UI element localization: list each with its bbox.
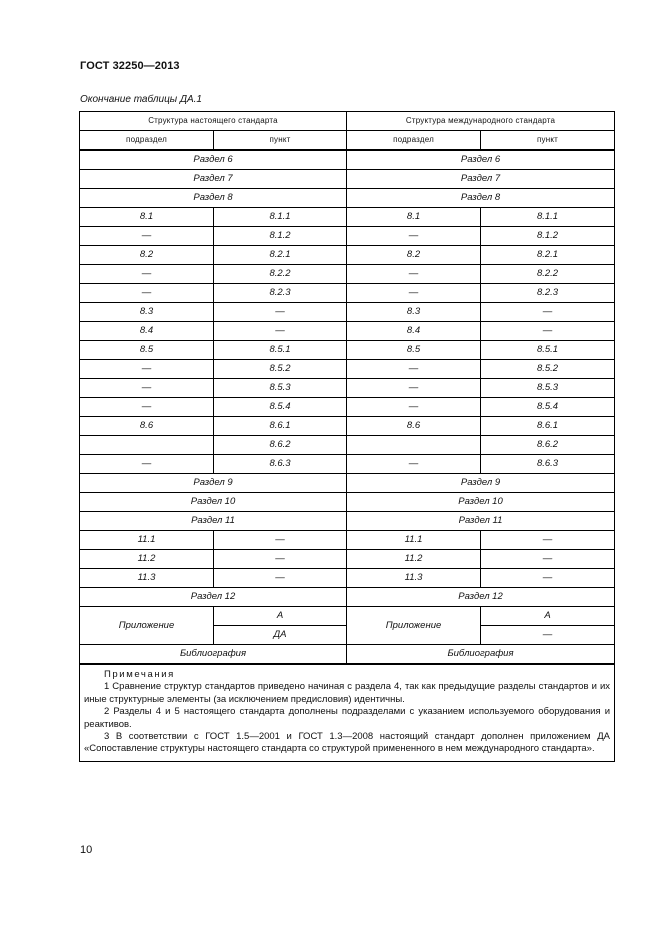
- table-cell: 8.1.1: [481, 208, 615, 227]
- table-row: [80, 322, 615, 341]
- table-cell: —: [347, 227, 481, 246]
- group-header-international: Структура международного стандарта: [347, 112, 615, 131]
- table-cell: —: [347, 265, 481, 284]
- table-cell: 8.2.3: [481, 284, 615, 303]
- notes-cell: [80, 664, 615, 761]
- table-cell: —: [214, 531, 347, 550]
- note-item: 1 Сравнение структур стандартов приведено начиная с раздела 4, так как предыдущие разделы стандартов и их иные структурные элементы (за исключением предисловия) идентичны.: [84, 681, 611, 705]
- section-cell: Раздел 11: [80, 512, 347, 531]
- table-cell: —: [214, 322, 347, 341]
- table-cell: 8.1: [347, 208, 481, 227]
- section-cell: Раздел 7: [80, 170, 347, 189]
- section-cell: Раздел 12: [80, 588, 347, 607]
- section-cell: Раздел 8: [347, 189, 615, 208]
- sub-header-cell: подраздел: [347, 131, 481, 151]
- table-cell: 8.5.1: [481, 341, 615, 360]
- table-cell: 8.1: [80, 208, 214, 227]
- table-cell: —: [347, 360, 481, 379]
- table-cell: 8.6.2: [481, 436, 615, 455]
- section-row: [80, 170, 615, 189]
- table-row: [80, 550, 615, 569]
- table-cell: 8.2.2: [481, 265, 615, 284]
- table-cell: —: [80, 360, 214, 379]
- note-item: 3 В соответствии с ГОСТ 1.5—2001 и ГОСТ 1.3—2008 настоящий стандарт дополнен приложением ДА «Сопоставление структуры настоящего стандарта со структурой примененного в нем международного стандарта».: [84, 731, 611, 755]
- section-cell: Раздел 10: [80, 493, 347, 512]
- appendix-value-right: А: [481, 607, 615, 626]
- section-cell: Раздел 12: [347, 588, 615, 607]
- appendix-label-left: Приложение: [80, 607, 214, 645]
- table-row: [80, 341, 615, 360]
- table-cell: 8.5.3: [481, 379, 615, 398]
- section-cell: Раздел 11: [347, 512, 615, 531]
- section-cell: Раздел 6: [347, 150, 615, 170]
- table-cell: 11.2: [80, 550, 214, 569]
- table-cell: 8.5.2: [214, 360, 347, 379]
- appendix-row: [80, 607, 615, 626]
- table-cell: 8.5.1: [214, 341, 347, 360]
- table-cell: 8.2.2: [214, 265, 347, 284]
- table-cell: 8.5.4: [214, 398, 347, 417]
- sub-header-cell: подраздел: [80, 131, 214, 151]
- table-row: [80, 265, 615, 284]
- section-row: [80, 493, 615, 512]
- section-cell: Раздел 9: [80, 474, 347, 493]
- table-cell: 8.5: [347, 341, 481, 360]
- table-row: [80, 569, 615, 588]
- table-cell: —: [80, 379, 214, 398]
- table-cell: 8.6.3: [214, 455, 347, 474]
- table-cell: —: [214, 569, 347, 588]
- group-header-row: [80, 112, 615, 131]
- table-cell: —: [80, 265, 214, 284]
- table-cell: —: [347, 284, 481, 303]
- table-cell: 8.2.1: [214, 246, 347, 265]
- table-cell: —: [347, 379, 481, 398]
- bibliography-row: [80, 645, 615, 665]
- group-header-national: Структура настоящего стандарта: [80, 112, 347, 131]
- table-cell: 8.3: [347, 303, 481, 322]
- bibliography-left: Библиография: [80, 645, 347, 665]
- appendix-label-right: Приложение: [347, 607, 481, 645]
- table-cell: —: [80, 455, 214, 474]
- structure-comparison-table: [79, 111, 615, 762]
- table-cell: 8.5.3: [214, 379, 347, 398]
- notes-title: Примечания: [104, 669, 175, 680]
- section-cell: Раздел 8: [80, 189, 347, 208]
- appendix-value-left: ДА: [214, 626, 347, 645]
- table-cell: —: [481, 303, 615, 322]
- sub-header-cell: пункт: [481, 131, 615, 151]
- table-cell: 11.2: [347, 550, 481, 569]
- table-cell: —: [481, 322, 615, 341]
- notes-row: [80, 664, 615, 761]
- table-cell: 8.1.2: [214, 227, 347, 246]
- section-row: [80, 512, 615, 531]
- sub-header-cell: пункт: [214, 131, 347, 151]
- table-cell: 8.6.2: [214, 436, 347, 455]
- table-cell: 8.6.1: [481, 417, 615, 436]
- table-cell: —: [347, 455, 481, 474]
- table-cell: 8.2.3: [214, 284, 347, 303]
- page-number: 10: [80, 844, 93, 856]
- section-cell: Раздел 10: [347, 493, 615, 512]
- table-row: [80, 360, 615, 379]
- table-cell: [80, 436, 214, 455]
- section-row: [80, 588, 615, 607]
- table-row: [80, 246, 615, 265]
- table-caption: Окончание таблицы ДА.1: [80, 94, 202, 105]
- appendix-section: [80, 607, 615, 762]
- table-row: [80, 455, 615, 474]
- table-row: [80, 379, 615, 398]
- table-row: [80, 531, 615, 550]
- table-cell: 8.5.2: [481, 360, 615, 379]
- table-cell: 8.4: [80, 322, 214, 341]
- table-cell: 8.6.3: [481, 455, 615, 474]
- table-row: [80, 303, 615, 322]
- note-item: 2 Разделы 4 и 5 настоящего стандарта дополнены подразделами с указанием используемого оборудования и реактивов.: [84, 706, 611, 730]
- table-cell: 11.3: [80, 569, 214, 588]
- table-cell: 11.3: [347, 569, 481, 588]
- table-cell: 8.2: [347, 246, 481, 265]
- table-cell: 8.5: [80, 341, 214, 360]
- table-cell: 8.2.1: [481, 246, 615, 265]
- section-row: [80, 474, 615, 493]
- table-cell: 11.1: [347, 531, 481, 550]
- table-cell: [347, 436, 481, 455]
- table-body: [80, 150, 615, 607]
- table-cell: —: [347, 398, 481, 417]
- table-cell: 11.1: [80, 531, 214, 550]
- table-cell: 8.5.4: [481, 398, 615, 417]
- table-row: [80, 417, 615, 436]
- table-cell: —: [214, 303, 347, 322]
- table-cell: —: [80, 398, 214, 417]
- table-cell: 8.6: [80, 417, 214, 436]
- table-row: [80, 398, 615, 417]
- bibliography-right: Библиография: [347, 645, 615, 665]
- table-cell: —: [80, 227, 214, 246]
- section-cell: Раздел 7: [347, 170, 615, 189]
- table-cell: —: [80, 284, 214, 303]
- appendix-value-left: А: [214, 607, 347, 626]
- section-row: [80, 150, 615, 170]
- document-header: ГОСТ 32250—2013: [80, 60, 180, 72]
- table-cell: —: [481, 569, 615, 588]
- table-row: [80, 284, 615, 303]
- table-cell: —: [481, 550, 615, 569]
- appendix-value-right: —: [481, 626, 615, 645]
- table-cell: 8.1.1: [214, 208, 347, 227]
- table-cell: 8.3: [80, 303, 214, 322]
- table-cell: 8.6.1: [214, 417, 347, 436]
- table-cell: 8.6: [347, 417, 481, 436]
- section-cell: Раздел 6: [80, 150, 347, 170]
- table-cell: 8.1.2: [481, 227, 615, 246]
- table-row: [80, 436, 615, 455]
- table-row: [80, 227, 615, 246]
- section-row: [80, 189, 615, 208]
- table-row: [80, 208, 615, 227]
- sub-header-row: [80, 131, 615, 151]
- table-cell: 8.2: [80, 246, 214, 265]
- table-cell: —: [481, 531, 615, 550]
- table-cell: 8.4: [347, 322, 481, 341]
- section-cell: Раздел 9: [347, 474, 615, 493]
- table-cell: —: [214, 550, 347, 569]
